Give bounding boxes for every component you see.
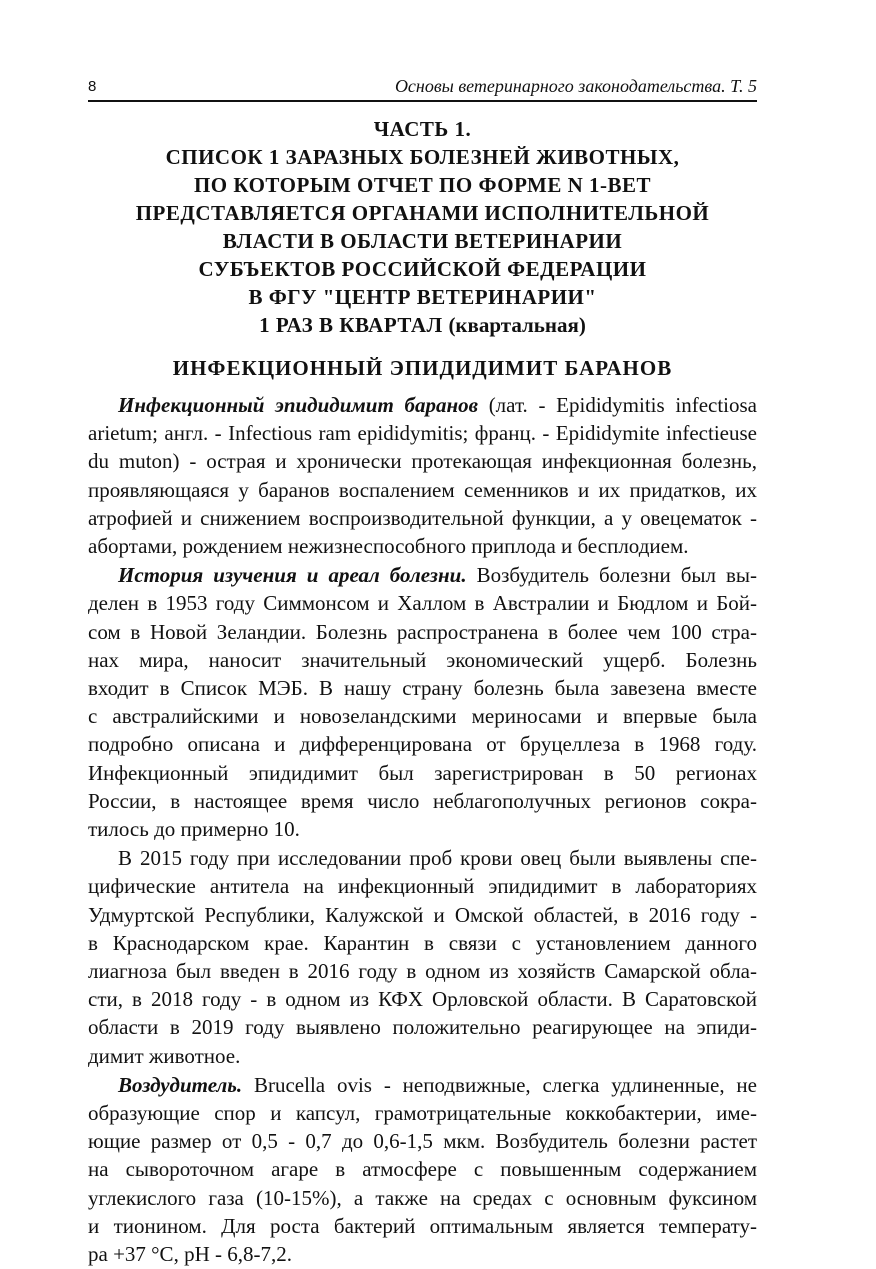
line-text: тилось до примерно 10. — [88, 817, 300, 842]
title-note: (квартальная) — [448, 313, 586, 337]
line-text: du muton) - острая и хронически протекающая инфекционная болезнь, — [88, 449, 757, 474]
line-text: (лат. - Epididymitis infectiosa — [478, 393, 758, 417]
text-line — [88, 985, 757, 1013]
paragraph-lead: История изучения и ареал болезни. — [118, 563, 467, 588]
paragraph — [88, 561, 757, 843]
text-line — [88, 1155, 757, 1183]
text-line — [88, 702, 757, 730]
text-line — [88, 1212, 757, 1240]
line-text: атрофией и снижением воспроизводительной функции, а у овецематок - — [88, 505, 757, 530]
line-text: проявляющаяся у баранов воспалением семенников и их придатков, их — [88, 477, 757, 502]
line-text: нах мира, наносит значительный экономический ущерб. Болезнь — [88, 647, 757, 672]
line-text: сом в Новой Зеландии. Болезнь распространена в более чем 100 стра- — [88, 619, 757, 644]
line-text: в Краснодарском крае. Карантин в связи с установлением данного — [88, 930, 757, 955]
title-line: СУБЪЕКТОВ РОССИЙСКОЙ ФЕДЕРАЦИИ — [198, 257, 647, 281]
line-text: лиагноза был введен в 2016 году в одном из хозяйств Самарской обла- — [88, 959, 757, 984]
body-text — [88, 391, 757, 1269]
line-text: России, в настоящее время число неблагополучных регионов сокра- — [88, 788, 757, 813]
text-line — [88, 1184, 757, 1212]
title-frequency: 1 РАЗ В КВАРТАЛ — [259, 313, 443, 337]
text-line — [88, 504, 757, 532]
part-title — [88, 115, 757, 339]
line-text: ра +37 °С, рН - 6,8-7,2. — [88, 1242, 292, 1267]
line-text: и тионином. Для роста бактерий оптимальным является температу- — [88, 1213, 757, 1238]
text-line — [88, 1042, 757, 1070]
text-line — [88, 901, 757, 929]
text-line — [88, 815, 757, 843]
text-line — [88, 532, 757, 560]
text-line — [88, 646, 757, 674]
text-line — [88, 759, 757, 787]
text-line — [88, 929, 757, 957]
text-line — [88, 1071, 757, 1099]
text-line — [88, 391, 757, 419]
line-text: области в 2019 году выявлено положительно реагирующее на эпиди- — [88, 1015, 757, 1040]
line-text: Удмуртской Республики, Калужской и Омской областей, в 2016 году - — [88, 902, 757, 927]
text-line — [88, 1240, 757, 1268]
title-line: ПО КОТОРЫМ ОТЧЕТ ПО ФОРМЕ N 1-ВЕТ — [193, 173, 652, 197]
line-text: цифические антитела на инфекционный эпидидимит в лабораториях — [88, 874, 757, 899]
line-text: на сывороточном агаре в атмосфере с повышенным содержанием — [88, 1157, 757, 1182]
text-line — [88, 589, 757, 617]
line-text: делен в 1953 году Симмонсом и Халлом в Австралии и Бюдлом и Бой- — [88, 591, 757, 616]
title-line: ВЛАСТИ В ОБЛАСТИ ВЕТЕРИНАРИИ — [222, 229, 623, 253]
text-line — [88, 674, 757, 702]
title-line: СПИСОК 1 ЗАРАЗНЫХ БОЛЕЗНЕЙ ЖИВОТНЫХ, — [165, 145, 680, 169]
paragraph — [88, 1071, 757, 1268]
text-line — [88, 476, 757, 504]
text-line — [88, 1127, 757, 1155]
text-line — [88, 618, 757, 646]
text-line — [88, 730, 757, 758]
line-text: Возбудитель болезни был вы- — [466, 563, 758, 588]
text-line — [88, 561, 757, 589]
text-line — [88, 1013, 757, 1041]
line-text: Brucella ovis - неподвижные, слегка удлиненные, не — [242, 1072, 757, 1097]
line-text: образующие спор и капсул, грамотрицательные коккобактерии, име- — [88, 1101, 757, 1126]
line-text: ющие размер от 0,5 - 0,7 до 0,6-1,5 мкм. Возбудитель болезни растет — [88, 1129, 757, 1154]
line-text: подробно описана и дифференцирована от бруцеллеза в 1968 году. — [88, 732, 757, 757]
section-heading: ИНФЕКЦИОННЫЙ ЭПИДИДИМИТ БАРАНОВ — [172, 356, 673, 380]
paragraph-lead: Воздудитель. — [118, 1072, 243, 1097]
line-text: В 2015 году при исследовании проб крови овец были выявлены спе- — [118, 846, 757, 871]
paragraph-lead: Инфекционный эпидидимит баранов — [118, 393, 478, 417]
text-line — [88, 844, 757, 872]
text-line — [88, 872, 757, 900]
paragraph — [88, 844, 757, 1070]
line-text: сти, в 2018 году - в одном из КФХ Орловской области. В Саратовской — [88, 987, 757, 1012]
title-line: ЧАСТЬ 1. — [373, 117, 472, 141]
line-text: Инфекционный эпидидимит был зарегистрирован в 50 регионах — [88, 760, 757, 785]
page-header — [88, 76, 757, 102]
running-title: Основы ветеринарного законодательства. Т. 5 — [394, 76, 757, 96]
text-line — [88, 1099, 757, 1127]
text-line — [88, 447, 757, 475]
text-line — [88, 419, 757, 447]
text-line — [88, 957, 757, 985]
title-line — [88, 311, 757, 339]
line-text: с австралийскими и новозеландскими мериносами и впервые была — [88, 704, 757, 729]
line-text: углекислого газа (10-15%), а также на средах с основным фуксином — [88, 1185, 757, 1210]
title-line: В ФГУ "ЦЕНТР ВЕТЕРИНАРИИ" — [248, 285, 597, 309]
line-text: абортами, рождением нежизнеспособного приплода и бесплодием. — [88, 534, 689, 559]
paragraph — [88, 391, 757, 560]
title-line: ПРЕДСТАВЛЯЕТСЯ ОРГАНАМИ ИСПОЛНИТЕЛЬНОЙ — [135, 201, 710, 225]
line-text: димит животное. — [88, 1043, 241, 1068]
line-text: arietum; англ. - Infectious ram epididymitis; франц. - Epididymite infectieuse — [88, 421, 757, 446]
page-number: 8 — [88, 78, 97, 95]
line-text: входит в Список МЭБ. В нашу страну болезнь была завезена вместе — [88, 676, 757, 701]
text-line — [88, 787, 757, 815]
